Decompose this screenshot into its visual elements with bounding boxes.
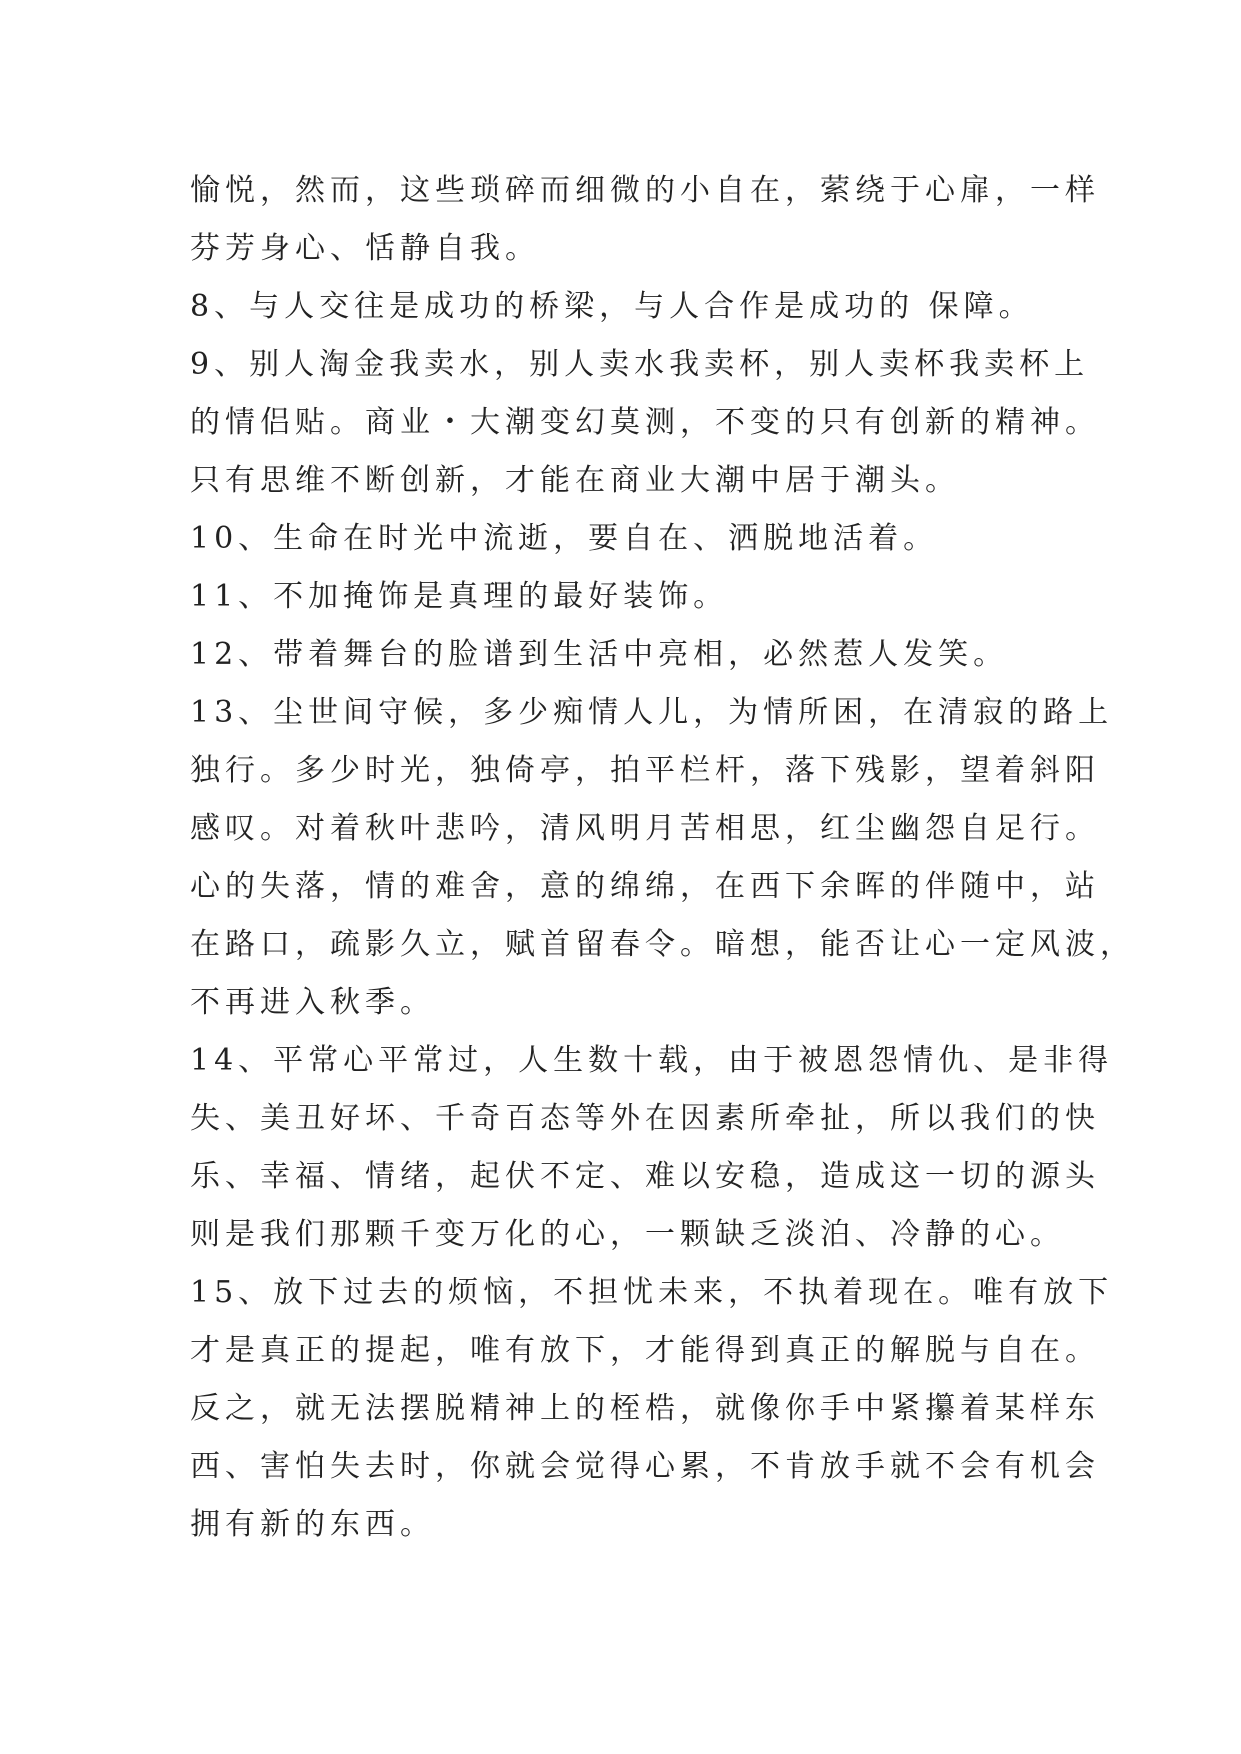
text-line: 才是真正的提起，唯有放下，才能得到真正的解脱与自在。: [190, 1333, 1100, 1368]
text-line: 不再进入秋季。: [190, 985, 435, 1020]
text-line: 则是我们那颗千变万化的心，一颗缺乏淡泊、冷静的心。: [190, 1217, 1065, 1252]
text-line: 13、尘世间守候，多少痴情人儿，为情所困，在清寂的路上: [190, 695, 1114, 730]
text-line: 芬芳身心、恬静自我。: [190, 231, 540, 266]
text-line: 9、别人淘金我卖水，别人卖水我卖杯，别人卖杯我卖杯上: [190, 347, 1090, 382]
text-line: 乐、幸福、情绪，起伏不定、难以安稳，造成这一切的源头: [190, 1159, 1100, 1194]
text-line: 只有思维不断创新，才能在商业大潮中居于潮头。: [190, 463, 960, 498]
text-line: 11、不加掩饰是真理的最好装饰。: [190, 579, 729, 614]
document-body: [190, 162, 1135, 1554]
text-line: 15、放下过去的烦恼，不担忧未来，不执着现在。唯有放下: [190, 1275, 1114, 1310]
text-line: 12、带着舞台的脸谱到生活中亮相，必然惹人发笑。: [190, 637, 1009, 672]
text-line: 反之，就无法摆脱精神上的桎梏，就像你手中紧攥着某样东: [190, 1391, 1100, 1426]
text-line: 心的失落，情的难舍，意的绵绵，在西下余晖的伴随中，站: [190, 869, 1100, 904]
text-line: 8、与人交往是成功的桥梁，与人合作是成功的 保障。: [190, 289, 1034, 324]
text-line: 愉悦，然而，这些琐碎而细微的小自在，萦绕于心扉，一样: [190, 173, 1100, 208]
text-line: 感叹。对着秋叶悲吟，清风明月苦相思，红尘幽怨自足行。: [190, 811, 1100, 846]
text-line: 西、害怕失去时，你就会觉得心累，不肯放手就不会有机会: [190, 1449, 1100, 1484]
text-line: 14、平常心平常过，人生数十载，由于被恩怨情仇、是非得: [190, 1043, 1114, 1078]
text-line: 独行。多少时光，独倚亭，拍平栏杆，落下残影，望着斜阳: [190, 753, 1100, 788]
text-line: 的情侣贴。商业・大潮变幻莫测，不变的只有创新的精神。: [190, 405, 1100, 440]
text-line: 10、生命在时光中流逝，要自在、洒脱地活着。: [190, 521, 939, 556]
text-line: 失、美丑好坏、千奇百态等外在因素所牵扯，所以我们的快: [190, 1101, 1100, 1136]
text-line: 在路口，疏影久立，赋首留春令。暗想，能否让心一定风波，: [190, 927, 1135, 962]
text-line: 拥有新的东西。: [190, 1507, 435, 1542]
